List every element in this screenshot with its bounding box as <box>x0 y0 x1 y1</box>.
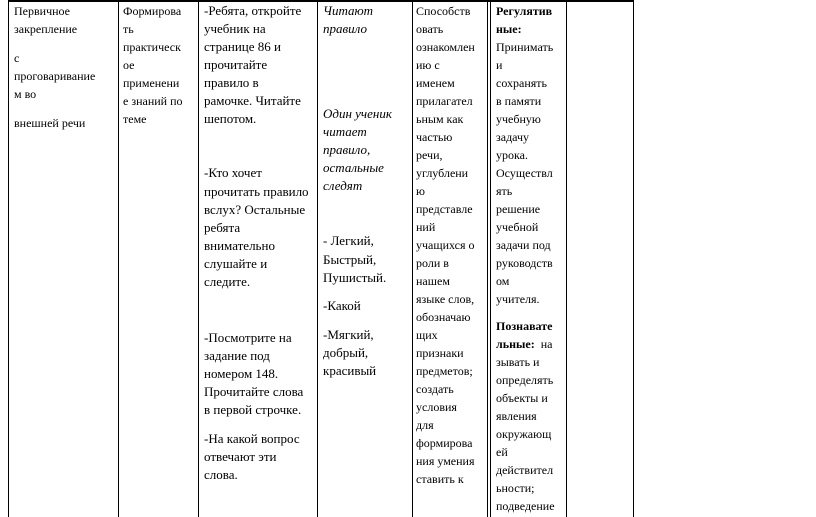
actions-text-line: сохранять <box>496 76 548 90</box>
didactic-text-line: речи, <box>416 148 443 162</box>
goal-text-line: теме <box>123 112 147 126</box>
actions-text-line: задачи под <box>496 238 551 252</box>
didactic-text-line: ний <box>416 220 436 234</box>
didactic-text-line: Способств <box>416 4 471 18</box>
didactic-text-line: языке слов, <box>416 292 475 306</box>
table-col-border-7 <box>566 0 567 517</box>
teacher-text-line: слушайте и <box>204 256 268 271</box>
didactic-text-line: учащихся о <box>416 238 475 252</box>
didactic-text-line: ьным как <box>416 112 464 126</box>
table-col-border-2 <box>118 0 119 517</box>
student-text-line: правило, <box>323 142 371 157</box>
table-col-border-3 <box>198 0 199 517</box>
actions-heading-fragment: льные: <box>496 337 535 351</box>
actions-text-line: Принимать <box>496 40 554 54</box>
didactic-text-line: ния умения <box>416 454 475 468</box>
teacher-text-line: ребята <box>204 220 241 235</box>
stage-text-line: Первичное <box>14 4 71 18</box>
table-col-border-5 <box>412 0 413 517</box>
stage-text-line: внешней речи <box>14 116 86 130</box>
actions-text-line: учителя. <box>496 292 540 306</box>
stage-text-line: м во <box>14 87 37 101</box>
teacher-text-line: отвечают эти <box>204 449 277 464</box>
teacher-text-line: слова. <box>204 467 238 482</box>
actions-text-line: урока. <box>496 148 528 162</box>
didactic-text-line: нашем <box>416 274 450 288</box>
actions-text-line: определять <box>496 373 554 387</box>
didactic-text-line: представле <box>416 202 473 216</box>
teacher-text-line: странице 86 и <box>204 39 281 54</box>
student-text-line: Один ученик <box>323 106 392 121</box>
didactic-text-line: частью <box>416 130 453 144</box>
goal-text-line: ть <box>123 22 134 36</box>
actions-text-line <box>496 335 552 353</box>
actions-text-line: решение <box>496 202 541 216</box>
student-text-line: Читают <box>323 3 374 18</box>
didactic-text-line: ию с <box>416 58 440 72</box>
teacher-text-line: внимательно <box>204 238 275 253</box>
didactic-text-line: ставить к <box>416 472 464 486</box>
student-text-line: - Легкий, <box>323 233 374 248</box>
teacher-text-line: вслух? Остальные <box>204 202 306 217</box>
teacher-text-line: Прочитайте слова <box>204 384 304 399</box>
didactic-text-line: ознакомлен <box>416 40 475 54</box>
actions-text-line: подведение <box>496 499 555 513</box>
teacher-text-line: -Ребята, откройте <box>204 3 302 18</box>
teacher-text-line: номером 148. <box>204 366 279 381</box>
student-text-line: добрый, <box>323 345 369 360</box>
didactic-text-line: овать <box>416 22 444 36</box>
didactic-text-line: признаки <box>416 346 464 360</box>
actions-text-line: и <box>496 58 503 72</box>
student-text-line: -Какой <box>323 298 361 313</box>
actions-text-line: ом <box>496 274 510 288</box>
teacher-text-line: -Кто хочет <box>204 165 262 180</box>
didactic-text-line: именем <box>416 76 455 90</box>
student-text-line: следят <box>323 178 363 193</box>
teacher-text-line: рамочке. Читайте <box>204 93 301 108</box>
actions-text-line: руководств <box>496 256 553 270</box>
actions-text-line: учебную <box>496 112 541 126</box>
teacher-text-line: задание под <box>204 348 270 363</box>
student-text-line: читает <box>323 124 367 139</box>
didactic-text-line: создать <box>416 382 454 396</box>
teacher-text-line: -Посмотрите на <box>204 330 292 345</box>
teacher-text-line: прочитать правило <box>204 184 309 199</box>
student-text-line: Быстрый, <box>323 252 377 267</box>
didactic-text-line: углублени <box>416 166 469 180</box>
didactic-text-line: для <box>416 418 434 432</box>
actions-text-line: задачу <box>496 130 530 144</box>
actions-text-line: окружающ <box>496 427 552 441</box>
actions-text-line: Познавате <box>496 319 553 333</box>
empty-cell <box>570 2 632 502</box>
didactic-text-line: щих <box>416 328 438 342</box>
didactic-text-line: предметов; <box>416 364 473 378</box>
goal-text-line: применени <box>123 76 180 90</box>
goal-text-line: е знаний по <box>123 94 183 108</box>
stage-text-line: закрепление <box>14 22 78 36</box>
actions-text-line: явления <box>496 409 537 423</box>
teacher-text-line: правило в <box>204 75 259 90</box>
teacher-text-line: в первой строчке. <box>204 402 302 417</box>
didactic-text-line: формирова <box>416 436 473 450</box>
actions-text-line: действител <box>496 463 554 477</box>
table-col-border-6a <box>487 0 488 517</box>
actions-text-line: ять <box>496 184 513 198</box>
table-col-border-4 <box>317 0 318 517</box>
didactic-text-line: обозначаю <box>416 310 471 324</box>
teacher-text-line: -На какой вопрос <box>204 431 300 446</box>
table-col-border-8 <box>633 0 634 517</box>
goal-text-line: практическ <box>123 40 181 54</box>
teacher-text-line: шепотом. <box>204 111 257 126</box>
student-text-line: красивый <box>323 363 377 378</box>
table-col-border-1 <box>8 0 9 517</box>
teacher-text-line: прочитайте <box>204 57 268 72</box>
didactic-text-line: ю <box>416 184 425 198</box>
goal-text-line: Формирова <box>123 4 182 18</box>
table-col-border-6b <box>490 0 491 517</box>
teacher-text-line: учебник на <box>204 21 266 36</box>
actions-text-fragment: на <box>540 337 553 351</box>
actions-text-line: ные: <box>496 22 522 36</box>
teacher-text-line: следите. <box>204 274 251 289</box>
student-text-line: правило <box>323 21 367 36</box>
actions-text-line: в памяти <box>496 94 542 108</box>
student-text-line: -Мягкий, <box>323 327 374 342</box>
actions-text-line: ей <box>496 445 508 459</box>
stage-text-line: проговаривание <box>14 69 96 83</box>
didactic-text-line: прилагател <box>416 94 473 108</box>
actions-text-line: ьности; <box>496 481 535 495</box>
actions-text-line: зывать и <box>496 355 540 369</box>
actions-text-line: Регулятив <box>496 4 553 18</box>
student-text-line: Пушистый. <box>323 270 387 285</box>
didactic-text-line: роли в <box>416 256 449 270</box>
actions-text-line: Осуществл <box>496 166 553 180</box>
goal-text-line: ое <box>123 58 135 72</box>
student-text-line: остальные <box>323 160 384 175</box>
didactic-text-line: условия <box>416 400 457 414</box>
actions-text-line: объекты и <box>496 391 548 405</box>
stage-text-line: с <box>14 51 20 65</box>
actions-text-line: учебной <box>496 220 539 234</box>
